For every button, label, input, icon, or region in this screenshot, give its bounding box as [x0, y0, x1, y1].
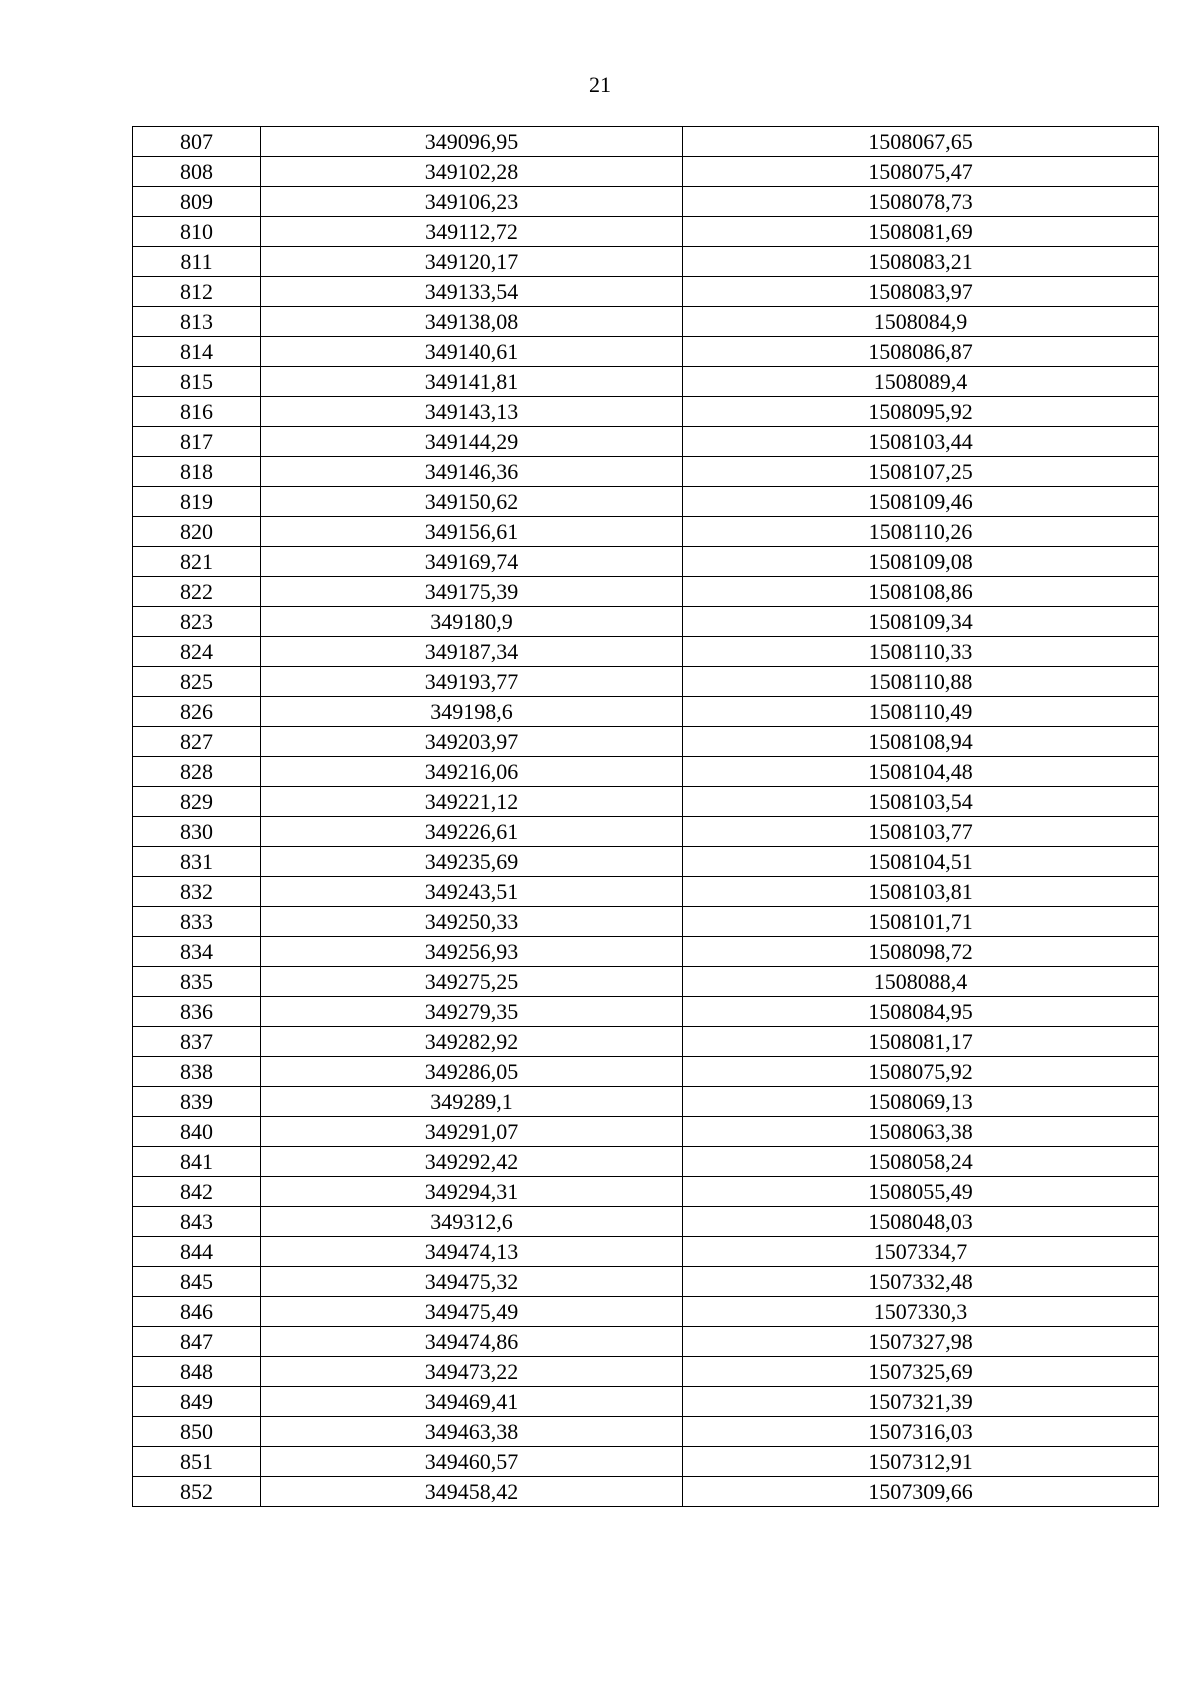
x-coordinate-cell: 349235,69	[261, 847, 683, 877]
point-number-cell: 852	[133, 1477, 261, 1507]
x-coordinate-cell: 349474,13	[261, 1237, 683, 1267]
point-number-cell: 841	[133, 1147, 261, 1177]
y-coordinate-cell: 1508103,81	[683, 877, 1159, 907]
point-number-cell: 827	[133, 727, 261, 757]
table-row	[133, 547, 1159, 577]
x-coordinate-cell: 349146,36	[261, 457, 683, 487]
y-coordinate-cell: 1507309,66	[683, 1477, 1159, 1507]
point-number-cell: 846	[133, 1297, 261, 1327]
y-coordinate-cell: 1508110,49	[683, 697, 1159, 727]
point-number-cell: 839	[133, 1087, 261, 1117]
table-row	[133, 577, 1159, 607]
y-coordinate-cell: 1508069,13	[683, 1087, 1159, 1117]
coordinates-table	[132, 126, 1159, 1507]
table-row	[133, 487, 1159, 517]
point-number-cell: 809	[133, 187, 261, 217]
x-coordinate-cell: 349458,42	[261, 1477, 683, 1507]
y-coordinate-cell: 1508103,77	[683, 817, 1159, 847]
point-number-cell: 810	[133, 217, 261, 247]
point-number-cell: 835	[133, 967, 261, 997]
table-row	[133, 1027, 1159, 1057]
x-coordinate-cell: 349102,28	[261, 157, 683, 187]
y-coordinate-cell: 1508084,95	[683, 997, 1159, 1027]
x-coordinate-cell: 349294,31	[261, 1177, 683, 1207]
table-row	[133, 757, 1159, 787]
x-coordinate-cell: 349141,81	[261, 367, 683, 397]
x-coordinate-cell: 349291,07	[261, 1117, 683, 1147]
point-number-cell: 812	[133, 277, 261, 307]
table-row	[133, 697, 1159, 727]
point-number-cell: 836	[133, 997, 261, 1027]
table-row	[133, 277, 1159, 307]
table-row	[133, 187, 1159, 217]
point-number-cell: 820	[133, 517, 261, 547]
y-coordinate-cell: 1508048,03	[683, 1207, 1159, 1237]
table-row	[133, 727, 1159, 757]
y-coordinate-cell: 1507332,48	[683, 1267, 1159, 1297]
point-number-cell: 851	[133, 1447, 261, 1477]
point-number-cell: 849	[133, 1387, 261, 1417]
table-row	[133, 517, 1159, 547]
table-row	[133, 457, 1159, 487]
table-row	[133, 1087, 1159, 1117]
y-coordinate-cell: 1508075,47	[683, 157, 1159, 187]
table-row	[133, 787, 1159, 817]
y-coordinate-cell: 1508109,46	[683, 487, 1159, 517]
x-coordinate-cell: 349180,9	[261, 607, 683, 637]
point-number-cell: 843	[133, 1207, 261, 1237]
x-coordinate-cell: 349156,61	[261, 517, 683, 547]
table-row	[133, 877, 1159, 907]
y-coordinate-cell: 1508101,71	[683, 907, 1159, 937]
y-coordinate-cell: 1508086,87	[683, 337, 1159, 367]
x-coordinate-cell: 349216,06	[261, 757, 683, 787]
y-coordinate-cell: 1508084,9	[683, 307, 1159, 337]
table-row	[133, 817, 1159, 847]
point-number-cell: 826	[133, 697, 261, 727]
point-number-cell: 807	[133, 127, 261, 157]
y-coordinate-cell: 1508109,34	[683, 607, 1159, 637]
y-coordinate-cell: 1507316,03	[683, 1417, 1159, 1447]
x-coordinate-cell: 349473,22	[261, 1357, 683, 1387]
x-coordinate-cell: 349243,51	[261, 877, 683, 907]
y-coordinate-cell: 1508110,33	[683, 637, 1159, 667]
point-number-cell: 838	[133, 1057, 261, 1087]
table-row	[133, 1237, 1159, 1267]
table-row	[133, 607, 1159, 637]
table-row	[133, 1357, 1159, 1387]
x-coordinate-cell: 349203,97	[261, 727, 683, 757]
table-row	[133, 217, 1159, 247]
point-number-cell: 811	[133, 247, 261, 277]
table-row	[133, 1297, 1159, 1327]
point-number-cell: 808	[133, 157, 261, 187]
y-coordinate-cell: 1508104,51	[683, 847, 1159, 877]
x-coordinate-cell: 349096,95	[261, 127, 683, 157]
y-coordinate-cell: 1508058,24	[683, 1147, 1159, 1177]
point-number-cell: 845	[133, 1267, 261, 1297]
y-coordinate-cell: 1508104,48	[683, 757, 1159, 787]
table-row	[133, 967, 1159, 997]
table-row	[133, 157, 1159, 187]
table-row	[133, 1057, 1159, 1087]
x-coordinate-cell: 349221,12	[261, 787, 683, 817]
y-coordinate-cell: 1508078,73	[683, 187, 1159, 217]
x-coordinate-cell: 349106,23	[261, 187, 683, 217]
x-coordinate-cell: 349250,33	[261, 907, 683, 937]
x-coordinate-cell: 349474,86	[261, 1327, 683, 1357]
coordinates-table-body	[133, 127, 1159, 1507]
y-coordinate-cell: 1508108,86	[683, 577, 1159, 607]
table-row	[133, 1417, 1159, 1447]
point-number-cell: 821	[133, 547, 261, 577]
point-number-cell: 828	[133, 757, 261, 787]
x-coordinate-cell: 349187,34	[261, 637, 683, 667]
point-number-cell: 813	[133, 307, 261, 337]
y-coordinate-cell: 1508103,44	[683, 427, 1159, 457]
table-row	[133, 1267, 1159, 1297]
point-number-cell: 818	[133, 457, 261, 487]
y-coordinate-cell: 1507325,69	[683, 1357, 1159, 1387]
y-coordinate-cell: 1508109,08	[683, 547, 1159, 577]
y-coordinate-cell: 1508089,4	[683, 367, 1159, 397]
point-number-cell: 830	[133, 817, 261, 847]
page-number: 21	[589, 72, 611, 97]
y-coordinate-cell: 1508108,94	[683, 727, 1159, 757]
y-coordinate-cell: 1508098,72	[683, 937, 1159, 967]
y-coordinate-cell: 1508055,49	[683, 1177, 1159, 1207]
y-coordinate-cell: 1508088,4	[683, 967, 1159, 997]
table-row	[133, 937, 1159, 967]
x-coordinate-cell: 349460,57	[261, 1447, 683, 1477]
table-row	[133, 337, 1159, 367]
point-number-cell: 847	[133, 1327, 261, 1357]
x-coordinate-cell: 349120,17	[261, 247, 683, 277]
x-coordinate-cell: 349475,49	[261, 1297, 683, 1327]
y-coordinate-cell: 1508083,21	[683, 247, 1159, 277]
x-coordinate-cell: 349169,74	[261, 547, 683, 577]
x-coordinate-cell: 349138,08	[261, 307, 683, 337]
x-coordinate-cell: 349175,39	[261, 577, 683, 607]
table-row	[133, 1147, 1159, 1177]
y-coordinate-cell: 1508067,65	[683, 127, 1159, 157]
point-number-cell: 834	[133, 937, 261, 967]
point-number-cell: 837	[133, 1027, 261, 1057]
x-coordinate-cell: 349275,25	[261, 967, 683, 997]
table-row	[133, 127, 1159, 157]
x-coordinate-cell: 349279,35	[261, 997, 683, 1027]
table-row	[133, 1447, 1159, 1477]
point-number-cell: 816	[133, 397, 261, 427]
y-coordinate-cell: 1508083,97	[683, 277, 1159, 307]
point-number-cell: 831	[133, 847, 261, 877]
y-coordinate-cell: 1507321,39	[683, 1387, 1159, 1417]
table-row	[133, 1477, 1159, 1507]
table-row	[133, 907, 1159, 937]
x-coordinate-cell: 349144,29	[261, 427, 683, 457]
x-coordinate-cell: 349282,92	[261, 1027, 683, 1057]
y-coordinate-cell: 1508110,88	[683, 667, 1159, 697]
x-coordinate-cell: 349226,61	[261, 817, 683, 847]
point-number-cell: 817	[133, 427, 261, 457]
table-row	[133, 1207, 1159, 1237]
point-number-cell: 822	[133, 577, 261, 607]
table-row	[133, 637, 1159, 667]
x-coordinate-cell: 349289,1	[261, 1087, 683, 1117]
y-coordinate-cell: 1507330,3	[683, 1297, 1159, 1327]
x-coordinate-cell: 349112,72	[261, 217, 683, 247]
table-row	[133, 1387, 1159, 1417]
y-coordinate-cell: 1508081,17	[683, 1027, 1159, 1057]
table-row	[133, 367, 1159, 397]
x-coordinate-cell: 349150,62	[261, 487, 683, 517]
point-number-cell: 819	[133, 487, 261, 517]
y-coordinate-cell: 1508075,92	[683, 1057, 1159, 1087]
y-coordinate-cell: 1508063,38	[683, 1117, 1159, 1147]
point-number-cell: 815	[133, 367, 261, 397]
table-row	[133, 997, 1159, 1027]
x-coordinate-cell: 349463,38	[261, 1417, 683, 1447]
y-coordinate-cell: 1507334,7	[683, 1237, 1159, 1267]
point-number-cell: 825	[133, 667, 261, 697]
point-number-cell: 850	[133, 1417, 261, 1447]
table-row	[133, 667, 1159, 697]
point-number-cell: 848	[133, 1357, 261, 1387]
table-row	[133, 397, 1159, 427]
point-number-cell: 814	[133, 337, 261, 367]
table-row	[133, 1177, 1159, 1207]
x-coordinate-cell: 349198,6	[261, 697, 683, 727]
y-coordinate-cell: 1508110,26	[683, 517, 1159, 547]
x-coordinate-cell: 349292,42	[261, 1147, 683, 1177]
y-coordinate-cell: 1508107,25	[683, 457, 1159, 487]
table-row	[133, 847, 1159, 877]
y-coordinate-cell: 1507327,98	[683, 1327, 1159, 1357]
x-coordinate-cell: 349140,61	[261, 337, 683, 367]
table-row	[133, 1327, 1159, 1357]
x-coordinate-cell: 349133,54	[261, 277, 683, 307]
point-number-cell: 844	[133, 1237, 261, 1267]
point-number-cell: 832	[133, 877, 261, 907]
point-number-cell: 840	[133, 1117, 261, 1147]
y-coordinate-cell: 1507312,91	[683, 1447, 1159, 1477]
table-row	[133, 427, 1159, 457]
x-coordinate-cell: 349193,77	[261, 667, 683, 697]
point-number-cell: 824	[133, 637, 261, 667]
point-number-cell: 829	[133, 787, 261, 817]
point-number-cell: 833	[133, 907, 261, 937]
table-row	[133, 1117, 1159, 1147]
x-coordinate-cell: 349312,6	[261, 1207, 683, 1237]
x-coordinate-cell: 349475,32	[261, 1267, 683, 1297]
y-coordinate-cell: 1508081,69	[683, 217, 1159, 247]
point-number-cell: 842	[133, 1177, 261, 1207]
table-row	[133, 307, 1159, 337]
y-coordinate-cell: 1508103,54	[683, 787, 1159, 817]
x-coordinate-cell: 349143,13	[261, 397, 683, 427]
y-coordinate-cell: 1508095,92	[683, 397, 1159, 427]
x-coordinate-cell: 349256,93	[261, 937, 683, 967]
x-coordinate-cell: 349286,05	[261, 1057, 683, 1087]
x-coordinate-cell: 349469,41	[261, 1387, 683, 1417]
table-row	[133, 247, 1159, 277]
point-number-cell: 823	[133, 607, 261, 637]
